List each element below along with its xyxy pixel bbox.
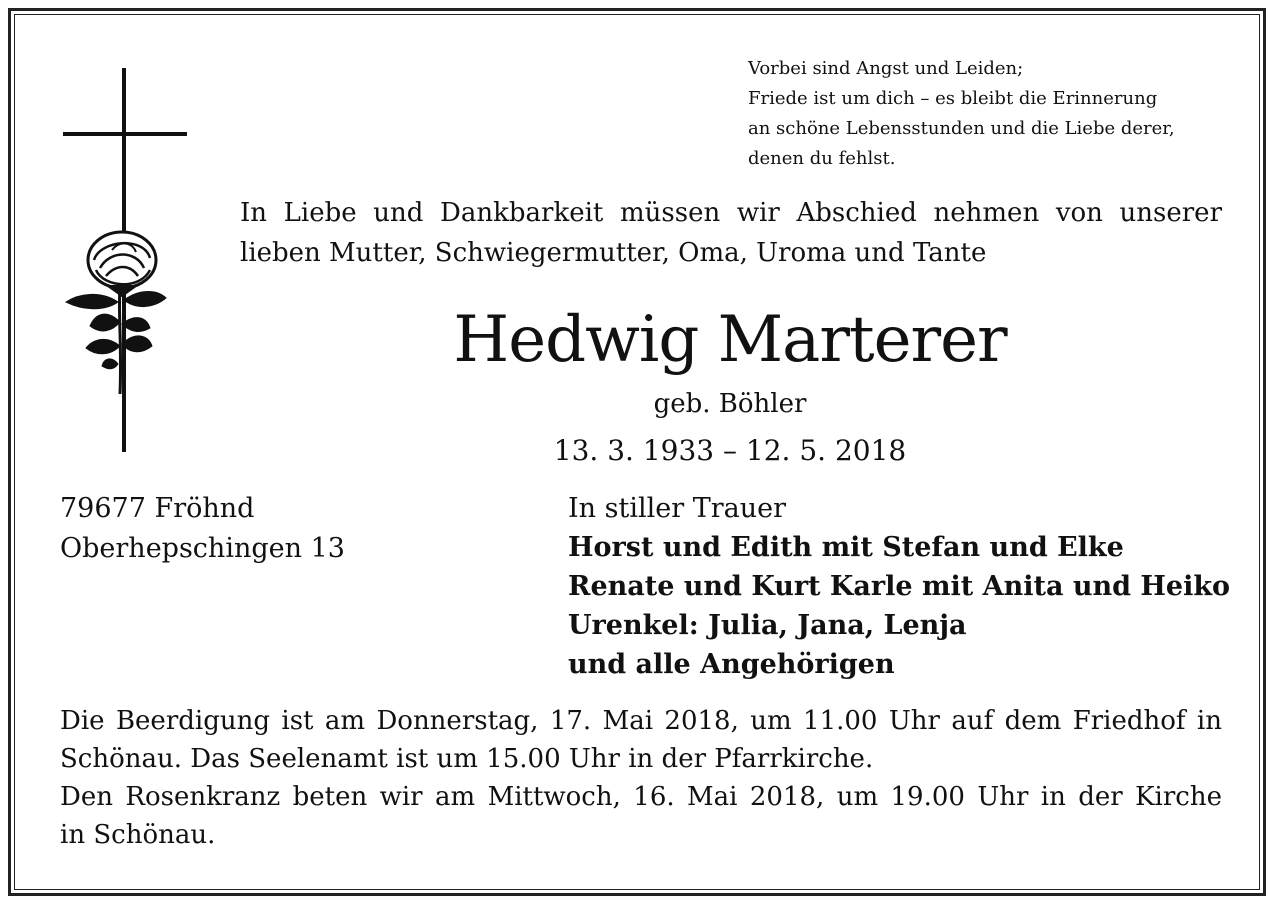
- intro-text: [240, 193, 1222, 273]
- address-line: Oberhepschingen 13: [60, 533, 345, 564]
- funeral-line: Schönau. Das Seelenamt ist um 15.00 Uhr in der Pfarrkirche.: [60, 744, 874, 774]
- quote-block: [748, 54, 1238, 174]
- mourners-heading: In stiller Trauer: [568, 493, 787, 524]
- life-dates: 13. 3. 1933 – 12. 5. 2018: [553, 434, 907, 467]
- mourner-line: Renate und Kurt Karle mit Anita und Heiko: [568, 571, 1231, 602]
- quote-line: an schöne Lebensstunden und die Liebe derer,: [748, 118, 1175, 139]
- birth-name: geb. Böhler: [653, 389, 807, 419]
- quote-line: Friede ist um dich – es bleibt die Erinnerung: [748, 88, 1158, 109]
- intro-line: In Liebe und Dankbarkeit müssen wir Abschied nehmen von unserer: [240, 198, 1222, 228]
- mourner-line: und alle Angehörigen: [568, 649, 895, 680]
- address-block: [60, 489, 345, 569]
- funeral-line: Die Beerdigung ist am Donnerstag, 17. Mai 2018, um 11.00 Uhr auf dem Friedhof in: [60, 706, 1222, 736]
- deceased-name: Hedwig Marterer: [453, 303, 1007, 377]
- funeral-line: Den Rosenkranz beten wir am Mittwoch, 16. Mai 2018, um 19.00 Uhr in der Kirche: [60, 782, 1222, 812]
- mourner-line: Urenkel: Julia, Jana, Lenja: [568, 610, 967, 641]
- intro-line: lieben Mutter, Schwiegermutter, Oma, Uroma und Tante: [240, 238, 987, 268]
- funeral-details: [60, 702, 1222, 854]
- funeral-line: in Schönau.: [60, 820, 216, 850]
- address-line: 79677 Fröhnd: [60, 493, 255, 524]
- rose-icon: [66, 232, 166, 394]
- mourner-line: Horst und Edith mit Stefan und Elke: [568, 532, 1124, 563]
- quote-line: Vorbei sind Angst und Leiden;: [748, 58, 1024, 79]
- quote-line: denen du fehlst.: [748, 148, 896, 169]
- mourners-block: [568, 489, 1230, 684]
- cross-with-rose-icon: [60, 64, 190, 456]
